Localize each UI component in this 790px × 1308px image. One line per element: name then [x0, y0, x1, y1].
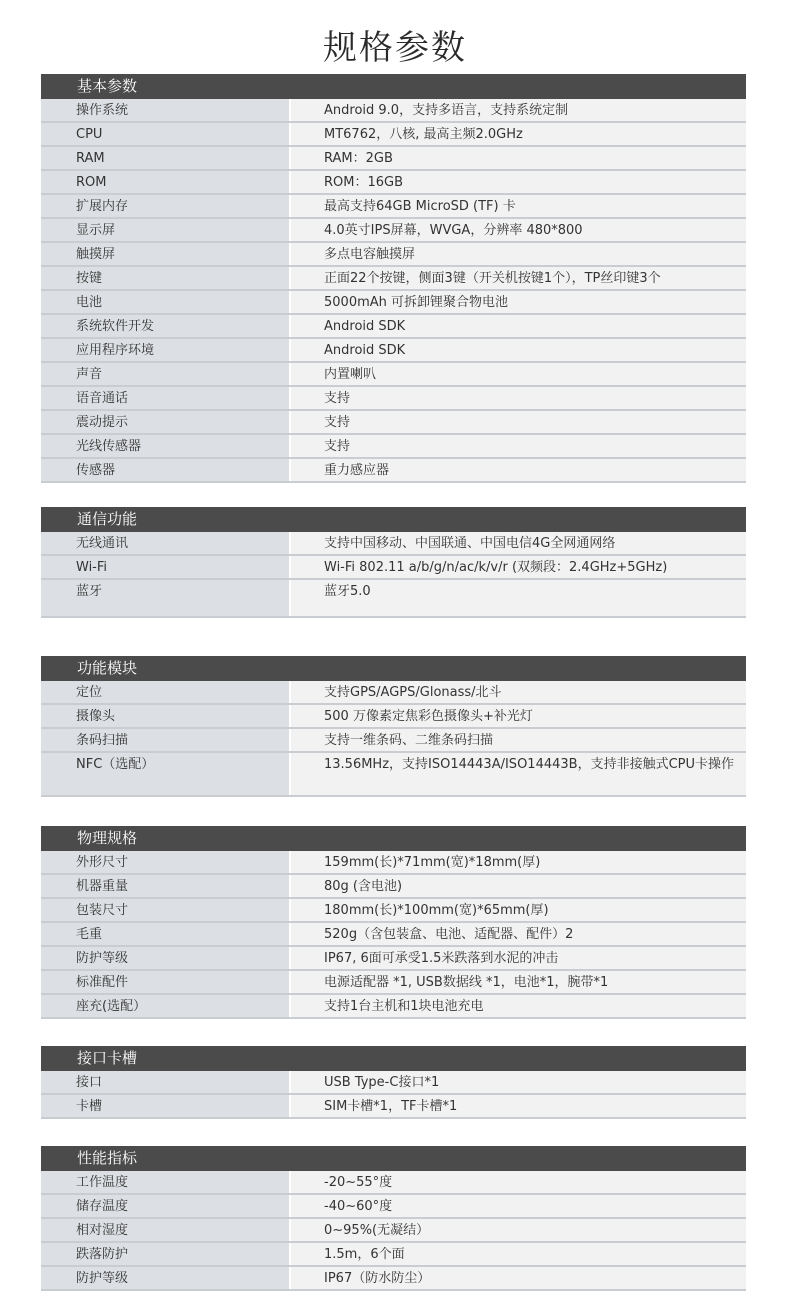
spec-row: [41, 1095, 746, 1119]
spec-label: 显示屏: [41, 219, 291, 241]
spec-value: 最高支持64GB MicroSD (TF) 卡: [291, 195, 746, 217]
spec-row: [41, 1171, 746, 1195]
spec-label: ROM: [41, 171, 291, 193]
spec-label: CPU: [41, 123, 291, 145]
spec-row: [41, 851, 746, 875]
spec-label: 系统软件开发: [41, 315, 291, 337]
spec-row: [41, 123, 746, 147]
spec-row: [41, 947, 746, 971]
spec-label: 跌落防护: [41, 1243, 291, 1265]
spec-label: NFC（选配）: [41, 753, 291, 795]
spec-row: [41, 971, 746, 995]
spec-value: 支持中国移动、中国联通、中国电信4G全网通网络: [291, 532, 746, 554]
spec-value: IP67（防水防尘）: [291, 1267, 746, 1289]
spec-value: 159mm(长)*71mm(宽)*18mm(厚): [291, 851, 746, 873]
section-basic: [41, 74, 746, 483]
spec-label: 座充(选配）: [41, 995, 291, 1017]
spec-row: [41, 899, 746, 923]
spec-value: 180mm(长)*100mm(宽)*65mm(厚): [291, 899, 746, 921]
spec-value: 5000mAh 可拆卸锂聚合物电池: [291, 291, 746, 313]
spec-value: RAM：2GB: [291, 147, 746, 169]
spec-label: 摄像头: [41, 705, 291, 727]
spec-label: 防护等级: [41, 947, 291, 969]
spec-value: 支持: [291, 387, 746, 409]
spec-value: Android SDK: [291, 339, 746, 361]
spec-label: 卡槽: [41, 1095, 291, 1117]
spec-label: 防护等级: [41, 1267, 291, 1289]
spec-row: [41, 195, 746, 219]
spec-row: [41, 1267, 746, 1291]
spec-row: [41, 267, 746, 291]
spec-label: 接口: [41, 1071, 291, 1093]
page-title: 规格参数: [323, 28, 467, 68]
spec-value: 支持一维条码、二维条码扫描: [291, 729, 746, 751]
spec-label: 条码扫描: [41, 729, 291, 751]
spec-label: 外形尺寸: [41, 851, 291, 873]
spec-value: ROM：16GB: [291, 171, 746, 193]
spec-row: [41, 435, 746, 459]
spec-value: Wi-Fi 802.11 a/b/g/n/ac/k/v/r (双频段：2.4GHz+5GHz): [291, 556, 746, 578]
spec-row: [41, 729, 746, 753]
spec-label: 储存温度: [41, 1195, 291, 1217]
spec-label: 相对湿度: [41, 1219, 291, 1241]
section-header: 基本参数: [41, 74, 746, 99]
spec-label: 工作温度: [41, 1171, 291, 1193]
spec-label: 蓝牙: [41, 580, 291, 616]
spec-row: [41, 171, 746, 195]
spec-value: USB Type-C接口*1: [291, 1071, 746, 1093]
spec-row: [41, 753, 746, 797]
spec-row: [41, 875, 746, 899]
spec-label: 触摸屏: [41, 243, 291, 265]
spec-value: IP67, 6面可承受1.5米跌落到水泥的冲击: [291, 947, 746, 969]
spec-label: 无线通讯: [41, 532, 291, 554]
spec-label: 机器重量: [41, 875, 291, 897]
spec-value: Android SDK: [291, 315, 746, 337]
spec-row: [41, 580, 746, 618]
section-header: 物理规格: [41, 826, 746, 851]
spec-label: 标准配件: [41, 971, 291, 993]
spec-row: [41, 1243, 746, 1267]
section-comm: [41, 507, 746, 618]
spec-value: -40~60°度: [291, 1195, 746, 1217]
spec-row: [41, 705, 746, 729]
spec-row: [41, 1219, 746, 1243]
spec-row: [41, 1071, 746, 1095]
spec-row: [41, 995, 746, 1019]
spec-value: 80g (含电池): [291, 875, 746, 897]
section-header: 通信功能: [41, 507, 746, 532]
spec-value: 内置喇叭: [291, 363, 746, 385]
spec-value: 500 万像素定焦彩色摄像头+补光灯: [291, 705, 746, 727]
spec-label: 应用程序环境: [41, 339, 291, 361]
spec-row: [41, 219, 746, 243]
spec-row: [41, 291, 746, 315]
spec-value: 支持1台主机和1块电池充电: [291, 995, 746, 1017]
spec-label: RAM: [41, 147, 291, 169]
spec-value: 0~95%(无凝结）: [291, 1219, 746, 1241]
spec-row: [41, 459, 746, 483]
section-header: 功能模块: [41, 656, 746, 681]
spec-value: 重力感应器: [291, 459, 746, 481]
spec-row: [41, 1195, 746, 1219]
spec-value: 多点电容触摸屏: [291, 243, 746, 265]
spec-label: 电池: [41, 291, 291, 313]
spec-label: 包装尺寸: [41, 899, 291, 921]
spec-value: 正面22个按键，侧面3键（开关机按键1个），TP丝印键3个: [291, 267, 746, 289]
section-physical: [41, 826, 746, 1019]
spec-value: 蓝牙5.0: [291, 580, 746, 616]
spec-value: Android 9.0，支持多语言，支持系统定制: [291, 99, 746, 121]
spec-value: 13.56MHz，支持ISO14443A/ISO14443B，支持非接触式CPU卡操作: [291, 753, 746, 795]
spec-value: MT6762，八核, 最高主频2.0GHz: [291, 123, 746, 145]
spec-label: 传感器: [41, 459, 291, 481]
spec-value: 电源适配器 *1, USB数据线 *1，电池*1，腕带*1: [291, 971, 746, 993]
spec-value: 支持: [291, 411, 746, 433]
spec-label: 操作系统: [41, 99, 291, 121]
spec-row: [41, 923, 746, 947]
spec-value: 520g（含包装盒、电池、适配器、配件）2: [291, 923, 746, 945]
section-ports: [41, 1046, 746, 1119]
section-header: 性能指标: [41, 1146, 746, 1171]
spec-label: 毛重: [41, 923, 291, 945]
spec-label: 扩展内存: [41, 195, 291, 217]
spec-row: [41, 147, 746, 171]
spec-value: 1.5m，6个面: [291, 1243, 746, 1265]
spec-value: 支持GPS/AGPS/Glonass/北斗: [291, 681, 746, 703]
spec-row: [41, 243, 746, 267]
spec-value: 4.0英寸IPS屏幕，WVGA，分辨率 480*800: [291, 219, 746, 241]
spec-row: [41, 411, 746, 435]
spec-row: [41, 99, 746, 123]
spec-row: [41, 556, 746, 580]
spec-row: [41, 339, 746, 363]
spec-row: [41, 363, 746, 387]
spec-value: 支持: [291, 435, 746, 457]
spec-label: 震动提示: [41, 411, 291, 433]
spec-label: 语音通话: [41, 387, 291, 409]
spec-row: [41, 681, 746, 705]
spec-value: -20~55°度: [291, 1171, 746, 1193]
section-header: 接口卡槽: [41, 1046, 746, 1071]
spec-label: 按键: [41, 267, 291, 289]
spec-value: SIM卡槽*1，TF卡槽*1: [291, 1095, 746, 1117]
spec-label: 声音: [41, 363, 291, 385]
section-perf: [41, 1146, 746, 1291]
spec-label: Wi-Fi: [41, 556, 291, 578]
spec-label: 光线传感器: [41, 435, 291, 457]
spec-row: [41, 532, 746, 556]
section-module: [41, 656, 746, 797]
spec-row: [41, 387, 746, 411]
spec-row: [41, 315, 746, 339]
spec-label: 定位: [41, 681, 291, 703]
